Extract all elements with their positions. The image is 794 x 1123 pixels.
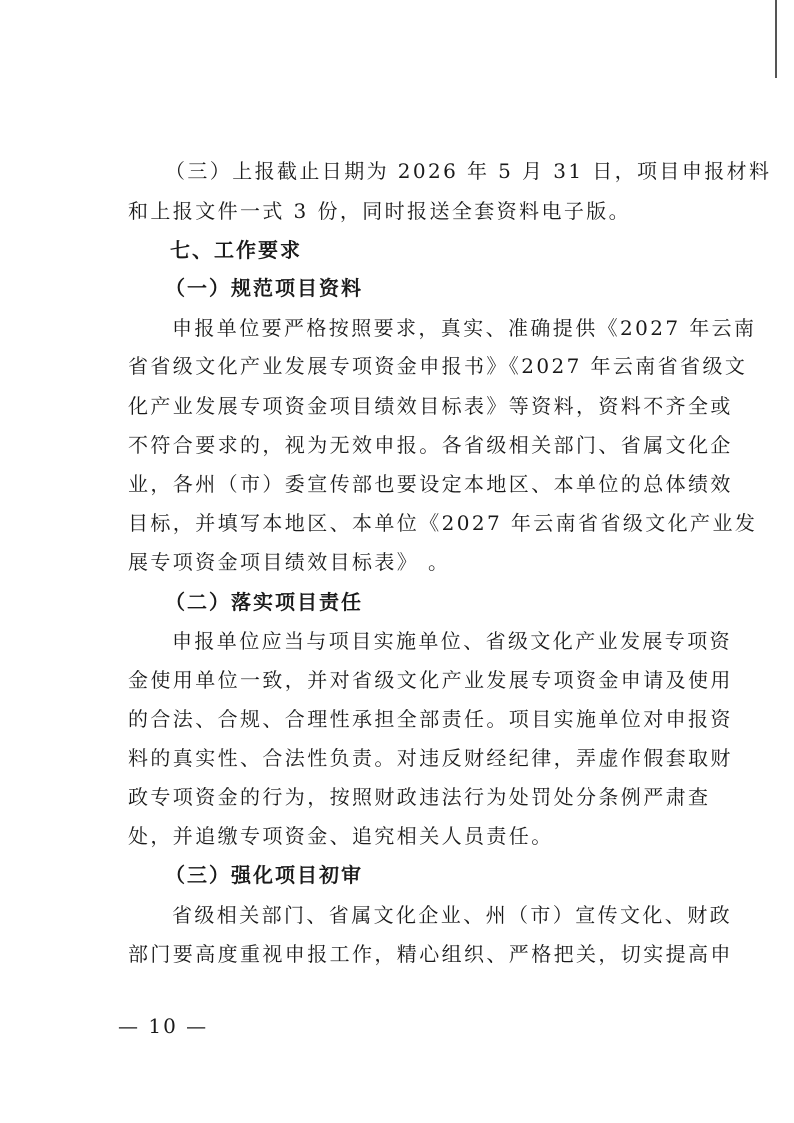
paragraph-line: 金使用单位一致，并对省级文化产业发展专项资金申请及使用 <box>128 668 733 692</box>
paragraph-line: 处，并追缴专项资金、追究相关人员责任。 <box>128 824 554 848</box>
paragraph-line: 政专项资金的行为，按照财政违法行为处罚处分条例严肃查 <box>128 785 711 809</box>
paragraph-line: 省级相关部门、省属文化企业、州（市）宣传文化、财政 <box>172 903 732 927</box>
scan-edge-line <box>775 0 777 78</box>
paragraph-line: 化产业发展专项资金项目绩效目标表》等资料，资料不齐全或 <box>128 394 733 418</box>
paragraph-line: 料的真实性、合法性负责。对违反财经纪律，弄虚作假套取财 <box>128 746 733 770</box>
paragraph-line: 申报单位应当与项目实施单位、省级文化产业发展专项资 <box>172 629 732 653</box>
subsection-heading: （三）强化项目初审 <box>165 863 363 887</box>
page-number: — 10 — <box>118 1014 209 1038</box>
paragraph-line: 省省级文化产业发展专项资金申报书》《2027 年云南省省级文 <box>128 354 748 378</box>
paragraph-line: 部门要高度重视申报工作，精心组织、严格把关，切实提高申 <box>128 942 733 966</box>
paragraph-line: 目标，并填写本地区、本单位《2027 年云南省省级文化产业发 <box>128 511 758 535</box>
paragraph-line: 展专项资金项目绩效目标表》 。 <box>128 550 451 574</box>
subsection-heading: （一）规范项目资料 <box>165 276 363 300</box>
paragraph-line: 的合法、合规、合理性承担全部责任。项目实施单位对申报资 <box>128 707 733 731</box>
paragraph-line: 申报单位要严格按照要求，真实、准确提供《2027 年云南 <box>172 316 757 340</box>
paragraph-line: （三）上报截止日期为 2026 年 5 月 31 日，项目申报材料 <box>165 159 772 183</box>
paragraph-line: 和上报文件一式 3 份，同时报送全套资料电子版。 <box>128 199 632 223</box>
section-heading: 七、工作要求 <box>170 238 302 262</box>
paragraph-line: 不符合要求的，视为无效申报。各省级相关部门、省属文化企 <box>128 433 733 457</box>
paragraph-line: 业，各州（市）委宣传部也要设定本地区、本单位的总体绩效 <box>128 472 733 496</box>
subsection-heading: （二）落实项目责任 <box>165 590 363 614</box>
